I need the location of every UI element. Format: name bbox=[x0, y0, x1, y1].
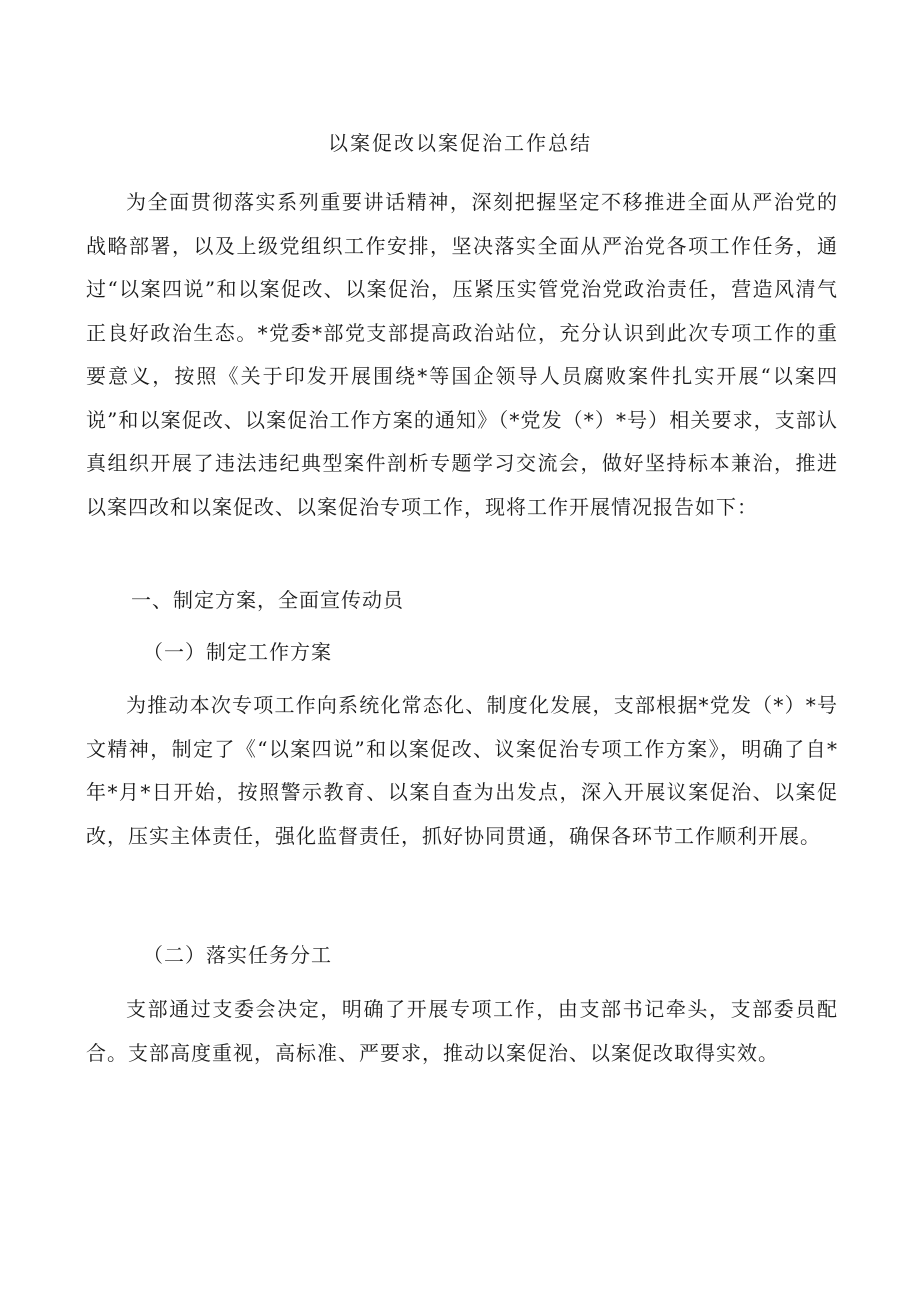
section1-heading: 一、制定方案，全面宣传动员 bbox=[131, 588, 404, 612]
intro-paragraph: 为全面贯彻落实系列重要讲话精神，深刻把握坚定不移推进全面从严治党的战略部署，以及上级党组织工作安排，坚决落实全面从严治党各项工作任务，通过“以案四说”和以案促改、以案促治，压紧压实管党治党政治责任，营造风清气正良好政治生态。*党委*部党支部提高政治站位，充分认识到此次专项工作的重要意义，按照《关于印发开展围绕*等国企领导人员腐败案件扎实开展“以案四说”和以案促改、以案促治工作方案的通知》（*党发（*）*号）相关要求，支部认真组织开展了违法违纪典型案件剖析专题学习交流会，做好坚持标本兼治，推进以案四改和以案促改、以案促治专项工作，现将工作开展情况报告如下： bbox=[86, 190, 838, 519]
subsection2-paragraph: 支部通过支委会决定，明确了开展专项工作，由支部书记牵头，支部委员配合。支部高度重视，高标准、严要求，推动以案促治、以案促改取得实效。 bbox=[86, 997, 838, 1065]
subsection2-heading: （二）落实任务分工 bbox=[143, 943, 332, 967]
subsection2-paragraph-block bbox=[86, 988, 838, 1075]
subsection1-heading: （一）制定工作方案 bbox=[143, 640, 332, 664]
subsection1-paragraph-block bbox=[86, 684, 838, 858]
subsection1-paragraph: 为推动本次专项工作向系统化常态化、制度化发展，支部根据*党发（*）*号文精神，制定了《“以案四说”和以案促改、议案促治专项工作方案》，明确了自*年*月*日开始，按照警示教育、以案自查为出发点，深入开展议案促治、以案促改，压实主体责任，强化监督责任，抓好协同贯通，确保各环节工作顺利开展。 bbox=[86, 693, 838, 848]
intro-paragraph-block bbox=[86, 181, 838, 529]
document-title: 以案促改以案促治工作总结 bbox=[328, 131, 592, 155]
